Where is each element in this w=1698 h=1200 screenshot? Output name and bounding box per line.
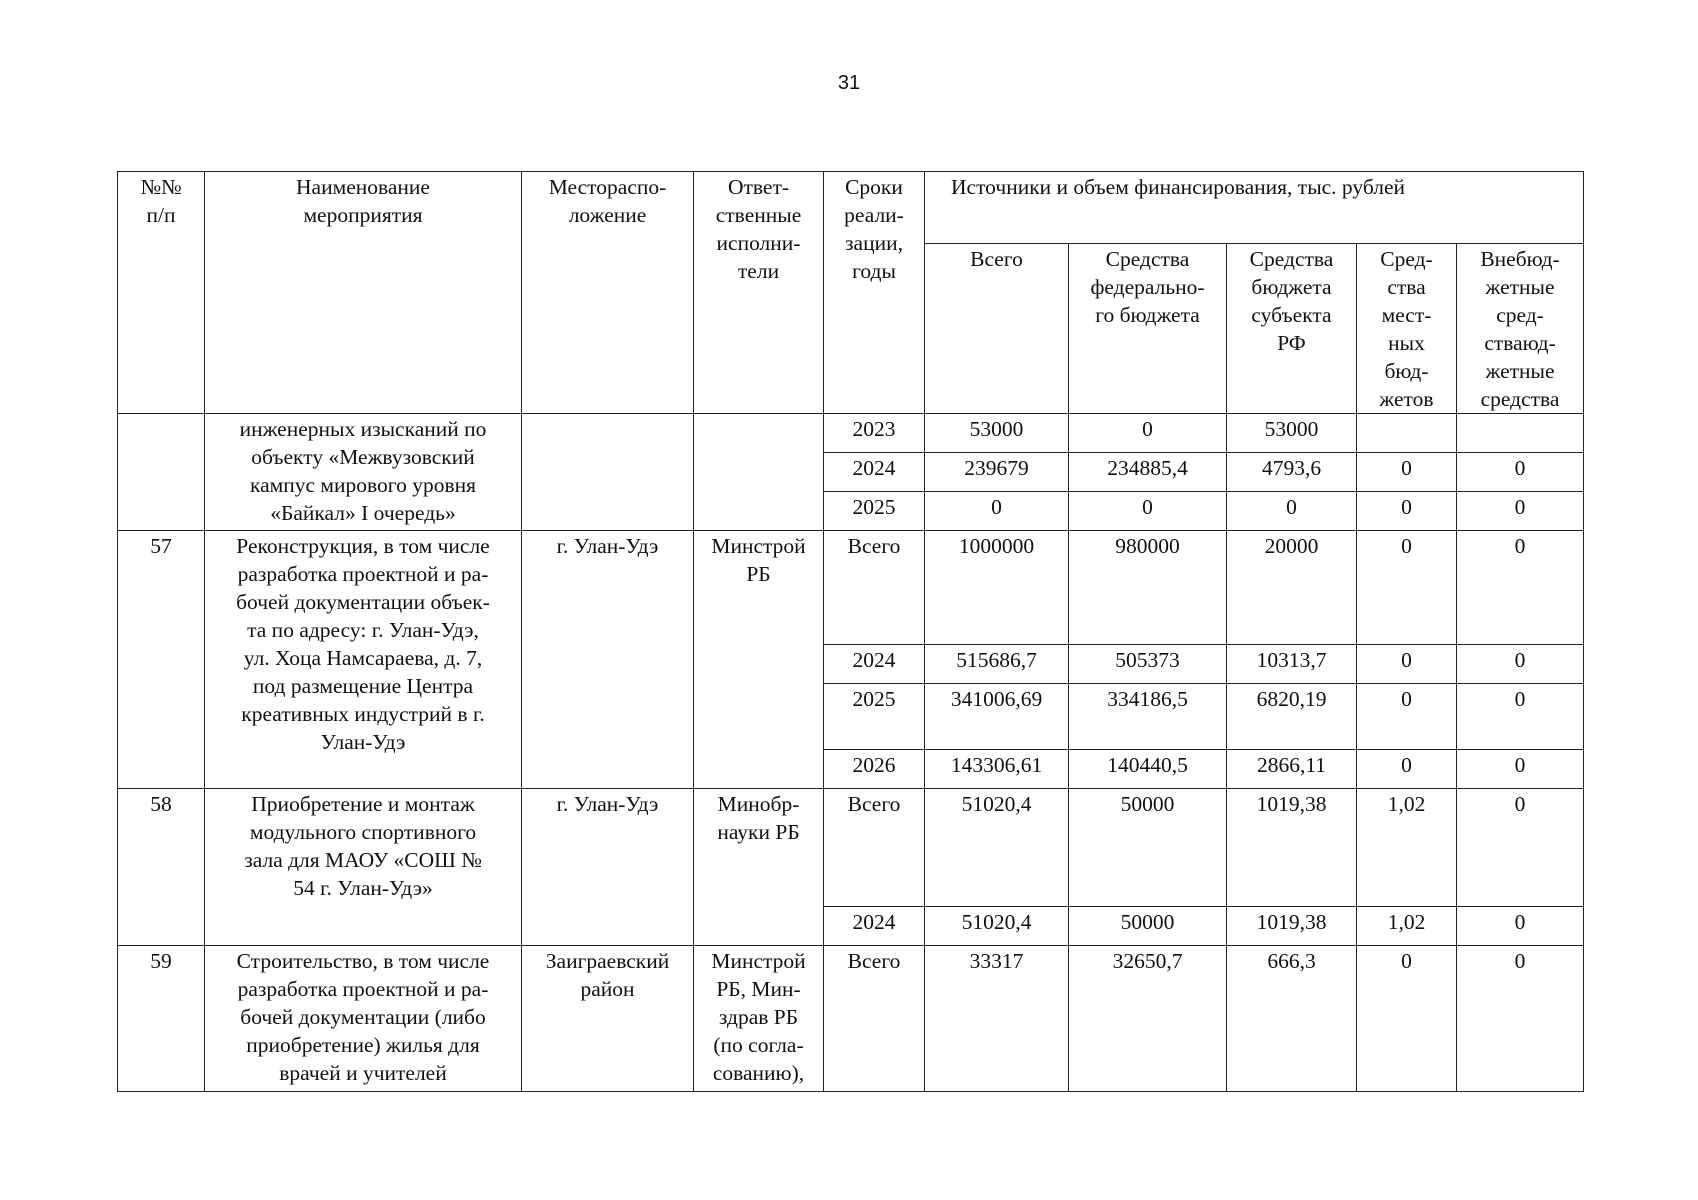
cell-federal: 50000 [1069, 907, 1227, 946]
header-sources: Источники и объем финансирования, тыс. рублей [925, 172, 1584, 244]
cell-local: 0 [1357, 492, 1457, 531]
item-num: 58 [118, 789, 205, 946]
cell-extra: 0 [1457, 750, 1584, 789]
cell-local: 1,02 [1357, 789, 1457, 907]
cell-extra: 0 [1457, 684, 1584, 750]
cell-extra: 0 [1457, 789, 1584, 907]
item-num: 59 [118, 946, 205, 1092]
cell-extra: 0 [1457, 946, 1584, 1092]
item-executor: Минстрой РБ [694, 531, 824, 789]
cell-total: 515686,7 [925, 645, 1069, 684]
cell-local: 1,02 [1357, 907, 1457, 946]
cell-subject: 666,3 [1227, 946, 1357, 1092]
header-name: Наименование мероприятия [205, 172, 522, 414]
cell-subject: 53000 [1227, 414, 1357, 453]
cell-subject: 20000 [1227, 531, 1357, 645]
cell-year: Всего [824, 531, 925, 645]
cell-year: 2023 [824, 414, 925, 453]
table-row [118, 414, 1584, 453]
cell-federal: 0 [1069, 492, 1227, 531]
header-row-top [118, 172, 1584, 244]
cell-federal: 505373 [1069, 645, 1227, 684]
cell-local [1357, 414, 1457, 453]
table-row [118, 531, 1584, 645]
cell-year: 2024 [824, 907, 925, 946]
cell-extra [1457, 414, 1584, 453]
cell-total: 51020,4 [925, 907, 1069, 946]
header-subject: Средства бюджета субъекта РФ [1227, 244, 1357, 414]
item-location: Заиграевский район [522, 946, 694, 1092]
cont-executor-cell [694, 414, 824, 531]
cell-extra: 0 [1457, 645, 1584, 684]
cell-subject: 0 [1227, 492, 1357, 531]
header-location: Местораспо- ложение [522, 172, 694, 414]
item-num: 57 [118, 531, 205, 789]
cell-total: 239679 [925, 453, 1069, 492]
cell-year: 2025 [824, 492, 925, 531]
cell-year: 2025 [824, 684, 925, 750]
item-location: г. Улан-Удэ [522, 531, 694, 789]
header-executors: Ответ- ственные исполни- тели [694, 172, 824, 414]
header-extra: Внебюд- жетные сред- стваюд- жетные средства [1457, 244, 1584, 414]
cell-federal: 0 [1069, 414, 1227, 453]
header-years: Сроки реали- зации, годы [824, 172, 925, 414]
item-name: Строительство, в том числе разработка проектной и ра- бочей документации (либо приобретение) жилья для врачей и учителей [205, 946, 522, 1092]
cell-local: 0 [1357, 645, 1457, 684]
header-local: Сред- ства мест- ных бюд- жетов [1357, 244, 1457, 414]
cell-total: 51020,4 [925, 789, 1069, 907]
cell-year: 2024 [824, 645, 925, 684]
table-row [118, 789, 1584, 907]
cell-total: 33317 [925, 946, 1069, 1092]
cell-subject: 1019,38 [1227, 907, 1357, 946]
cell-federal: 50000 [1069, 789, 1227, 907]
item-name: Реконструкция, в том числе разработка проектной и ра- бочей документации объек- та по адресу: г. Улан-Удэ, ул. Хоца Намсараева, д. 7, под размещение Центра креативных индустрий в г. Улан-Удэ [205, 531, 522, 789]
cell-federal: 32650,7 [1069, 946, 1227, 1092]
cont-name: инженерных изысканий по объекту «Межвузовский кампус мирового уровня «Байкал» I очередь» [205, 414, 522, 531]
cell-federal: 980000 [1069, 531, 1227, 645]
header-total: Всего [925, 244, 1069, 414]
cont-num-cell [118, 414, 205, 531]
page-number: 31 [837, 72, 861, 94]
cell-extra: 0 [1457, 453, 1584, 492]
cell-year: Всего [824, 946, 925, 1092]
cell-subject: 1019,38 [1227, 789, 1357, 907]
cell-subject: 2866,11 [1227, 750, 1357, 789]
header-num: №№ п/п [118, 172, 205, 414]
item-executor: Минобр- науки РБ [694, 789, 824, 946]
cont-location-cell [522, 414, 694, 531]
cell-local: 0 [1357, 750, 1457, 789]
table-row [118, 946, 1584, 1092]
cell-subject: 6820,19 [1227, 684, 1357, 750]
cell-total: 0 [925, 492, 1069, 531]
header-federal: Средства федерально- го бюджета [1069, 244, 1227, 414]
cell-local: 0 [1357, 946, 1457, 1092]
cell-extra: 0 [1457, 492, 1584, 531]
cell-federal: 334186,5 [1069, 684, 1227, 750]
financing-table [117, 171, 1584, 1092]
item-location: г. Улан-Удэ [522, 789, 694, 946]
cell-extra: 0 [1457, 531, 1584, 645]
cell-federal: 140440,5 [1069, 750, 1227, 789]
cell-local: 0 [1357, 684, 1457, 750]
cell-total: 341006,69 [925, 684, 1069, 750]
cell-subject: 4793,6 [1227, 453, 1357, 492]
cell-subject: 10313,7 [1227, 645, 1357, 684]
item-executor: Минстрой РБ, Мин- здрав РБ (по согла- сованию), [694, 946, 824, 1092]
cell-federal: 234885,4 [1069, 453, 1227, 492]
cell-total: 1000000 [925, 531, 1069, 645]
cell-extra: 0 [1457, 907, 1584, 946]
cell-year: Всего [824, 789, 925, 907]
cell-year: 2024 [824, 453, 925, 492]
cell-local: 0 [1357, 531, 1457, 645]
item-name: Приобретение и монтаж модульного спортивного зала для МАОУ «СОШ № 54 г. Улан-Удэ» [205, 789, 522, 946]
cell-total: 143306,61 [925, 750, 1069, 789]
cell-local: 0 [1357, 453, 1457, 492]
cell-year: 2026 [824, 750, 925, 789]
cell-total: 53000 [925, 414, 1069, 453]
